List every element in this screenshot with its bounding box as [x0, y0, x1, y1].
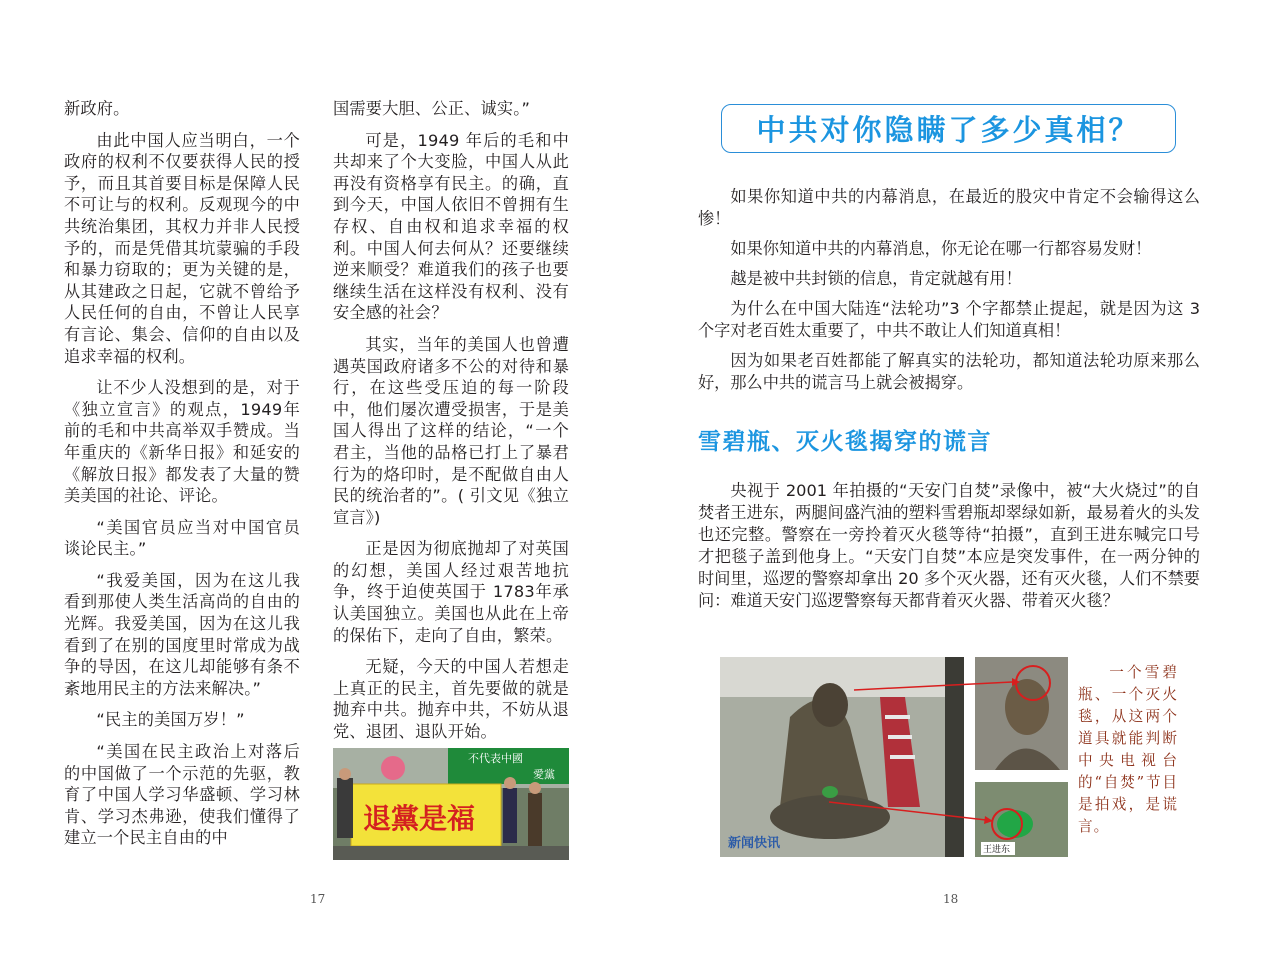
intro-paragraph: 为什么在中国大陆连“法轮功”3 个字都禁止提起，就是因为这 3 个字对老百姓太重要了，中共不敢让人们知道真相！	[698, 299, 1200, 340]
paragraph: “美国在民主政治上对落后的中国做了一个示范的先驱，教育了中国人学习华盛顿、学习林肯、学习杰弗逊，使我们懂得了建立一个民主自由的中	[64, 742, 300, 848]
left-column-1	[64, 98, 300, 859]
intro-paragraph: 如果你知道中共的内幕消息，在最近的股灾中肯定不会输得这么惨！	[698, 187, 1200, 228]
paragraph: 可是，1949 年后的毛和中共却来了个大变脸，中国人从此再没有资格享有民主。的确，直到今天，中国人依旧不曾拥有生存权、自由权和追求幸福的权利。中国人何去何从？还要继续逆来顺受？难道我们的孩子也要继续生活在这样没有权利、没有安全感的社会？	[333, 130, 569, 323]
section-heading: 雪碧瓶、灭火毯揭穿的谎言	[698, 429, 992, 455]
intro-paragraph: 越是被中共封锁的信息，肯定就越有用！	[730, 269, 1022, 288]
photo-watermark: 新闻快讯	[728, 836, 781, 851]
left-page	[0, 0, 632, 978]
paragraph: 让不少人没想到的是，对于《独立宣言》的观点，1949年前的毛和中共高举双手赞成。当年重庆的《新华日报》和延安的《解放日报》都发表了大量的赞美美国的社论、评论。	[64, 378, 300, 506]
paragraph: “我爱美国，因为在这儿我看到那使人类生活高尚的自由的光辉。我爱美国，因为在这儿我看到了在别的国度里时常成为战争的导因，在这儿却能够有条不紊地用民主的方法来解决。”	[64, 570, 300, 698]
paragraph: 国需要大胆、公正、诚实。”	[333, 99, 531, 118]
protest-banner-text: 退黨是福	[363, 802, 476, 835]
left-column-2	[333, 98, 569, 753]
page-title: 中共对你隐瞒了多少真相？	[756, 113, 1141, 147]
photo-caption-text: 一个雪碧瓶、一个灭火毯，从这两个道具就能判断中央电视台的“自焚”节目是拍戏，是谎言。	[1078, 664, 1178, 835]
paragraph: 由此中国人应当明白，一个政府的权利不仅要获得人民的授予，而且其首要目标是保障人民不可让与的权利。反观现今的中共统治集团，其权力并非人民授予的，而是凭借其坑蒙骗的手段和暴力窃取的；更为关键的是，从其建政之日起，它就不曾给予人民任何的自由，不曾让人民享有言论、集会、信仰的自由以及追求幸福的权利。	[64, 130, 300, 366]
section-paragraph: 央视于 2001 年拍摄的“天安门自焚”录像中，被“大火烧过”的自焚者王进东，两腿间盛汽油的塑料雪碧瓶却翠绿如新，最易着火的头发也还完整。警察在一旁拎着灭火毯等待“拍摄”，直到王进东喊完口号才把毯子盖到他身上。“天安门自焚”本应是突发事件，在一两分钟的时间里，巡逻的警察却拿出 20 多个灭火器，还有灭火毯，人们不禁要问：难道天安门巡逻警察每天都背着灭火器、带着灭火毯？	[698, 481, 1200, 610]
protest-sign-2: 愛黨	[533, 768, 555, 781]
paragraph: 其实，当年的美国人也曾遭遇英国政府诸多不公的对待和暴行，在这些受压迫的每一阶段中，他们屡次遭受损害，于是美国人得出了这样的结论，“一个君主，当他的品格已打上了暴君行为的烙印时，是不配做自由人民的统治者的”。( 引文见《独立宣言》)	[333, 334, 569, 527]
protest-photo-graphic	[333, 748, 569, 860]
protest-sign-1: 不代表中國	[468, 752, 523, 765]
paragraph: “民主的美国万岁！”	[96, 710, 245, 730]
paragraph: 正是因为彻底抛却了对英国的幻想，美国人经过艰苦地抗争，终于迫使英国于 1783年承认美国独立。美国也从此在上帝的保佑下，走向了自由，繁荣。	[333, 539, 569, 645]
intro-paragraph: 如果你知道中共的内幕消息，你无论在哪一行都容易发财！	[730, 239, 1152, 258]
paragraph: 无疑，今天的中国人若想走上真正的民主，首先要做的就是抛弃中共。抛弃中共，不妨从退党、退团、退队开始。	[333, 657, 569, 742]
bottle-photo-label: 王进东	[983, 845, 1011, 855]
protest-photo	[333, 748, 569, 860]
paragraph: 新政府。	[64, 99, 130, 118]
intro-paragraph: 因为如果老百姓都能了解真实的法轮功，都知道法轮功原来那么好，那么中共的谎言马上就会被揭穿。	[698, 351, 1200, 392]
photo-caption	[1078, 662, 1178, 838]
page-number-right: 18	[943, 892, 959, 906]
page-number-left: 17	[310, 892, 326, 906]
paragraph: “美国官员应当对中国官员谈论民主。”	[64, 517, 300, 559]
right-page	[632, 0, 1265, 978]
